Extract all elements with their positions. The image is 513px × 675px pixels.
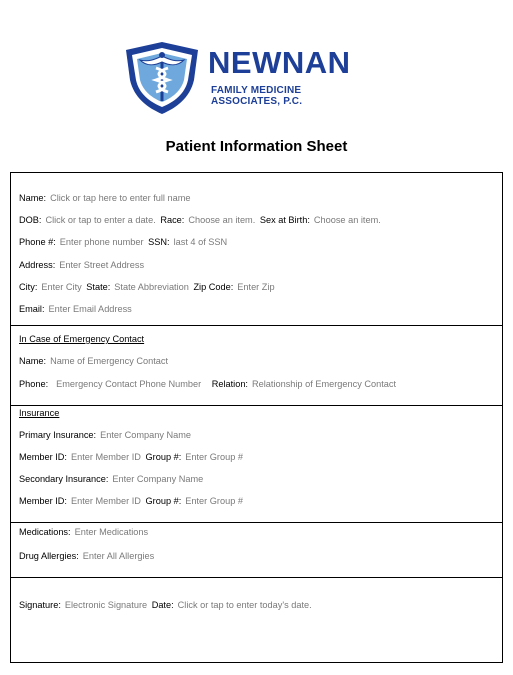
city-label: City: [19,282,38,292]
zip-label: Zip Code: [193,282,234,292]
member-id-field-2[interactable]: Enter Member ID [71,496,141,506]
email-row [19,303,134,315]
page-title: Patient Information Sheet [165,138,348,155]
phone-field[interactable]: Enter phone number [59,237,144,247]
primary-insurance-field[interactable]: Enter Company Name [100,430,192,440]
state-label: State: [86,282,111,292]
name-row [19,192,193,204]
race-select[interactable]: Choose an item. [188,215,256,225]
secondary-insurance-field[interactable]: Enter Company Name [112,474,204,484]
practice-name: NEWNAN [208,45,351,80]
practice-subtitle: FAMILY MEDICINE ASSOCIATES, P.C. [211,85,303,107]
emergency-section [11,326,502,406]
patient-section [11,173,502,326]
practice-logo [122,40,362,116]
allergies-label: Drug Allergies: [19,551,79,561]
patient-form [10,172,503,663]
dob-row [19,214,383,226]
address-row [19,259,146,271]
email-field[interactable]: Enter Email Address [48,304,132,314]
caduceus-shield-icon [122,40,202,116]
address-label: Address: [19,260,56,270]
signature-field[interactable]: Electronic Signature [64,600,148,610]
dob-label: DOB: [19,215,42,225]
city-field[interactable]: Enter City [41,282,82,292]
emergency-phone-field[interactable]: Emergency Contact Phone Number [56,379,202,389]
zip-field[interactable]: Enter Zip [237,282,275,292]
primary-insurance-label: Primary Insurance: [19,430,97,440]
full-name-field[interactable]: Click or tap here to enter full name [50,193,191,203]
dob-field[interactable]: Click or tap to enter a date. [45,215,156,225]
member-id-row-1 [19,451,245,463]
medications-field[interactable]: Enter Medications [74,527,149,537]
allergies-row [19,550,156,562]
ssn-label: SSN: [148,237,170,247]
medical-section [11,523,502,578]
relation-field[interactable]: Relationship of Emergency Contact [251,379,396,389]
city-row [19,281,277,293]
group-field[interactable]: Enter Group # [185,452,243,462]
secondary-insurance-label: Secondary Insurance: [19,474,109,484]
signature-section [11,578,502,664]
relation-label: Relation: [211,379,248,389]
group-field-2[interactable]: Enter Group # [185,496,243,506]
sex-label: Sex at Birth: [259,215,310,225]
phone-row [19,236,229,248]
date-field[interactable]: Click or tap to enter today's date. [177,600,312,610]
signature-label: Signature: [19,600,61,610]
emergency-phone-row [19,378,398,390]
signature-row [19,599,314,611]
member-id-label: Member ID: [19,452,67,462]
secondary-insurance-row [19,473,205,485]
medications-row [19,526,150,538]
sex-select[interactable]: Choose an item. [313,215,381,225]
primary-insurance-row [19,429,193,441]
allergies-field[interactable]: Enter All Allergies [82,551,155,561]
member-id-label-2: Member ID: [19,496,67,506]
member-id-row-2 [19,495,245,507]
phone-label: Phone #: [19,237,56,247]
emergency-name-label: Name: [19,356,47,366]
emergency-name-row [19,355,170,367]
member-id-field[interactable]: Enter Member ID [71,452,141,462]
date-label: Date: [151,600,174,610]
emergency-heading: In Case of Emergency Contact [19,334,145,344]
name-label: Name: [19,193,47,203]
insurance-section [11,406,502,523]
insurance-heading: Insurance [19,408,60,418]
ssn-field[interactable]: last 4 of SSN [173,237,228,247]
group-label-2: Group #: [145,496,182,506]
email-label: Email: [19,304,45,314]
address-field[interactable]: Enter Street Address [59,260,145,270]
emergency-name-field[interactable]: Name of Emergency Contact [50,356,169,366]
race-label: Race: [160,215,185,225]
medications-label: Medications: [19,527,71,537]
emergency-phone-label: Phone: [19,379,49,389]
state-field[interactable]: State Abbreviation [114,282,189,292]
group-label: Group #: [145,452,182,462]
